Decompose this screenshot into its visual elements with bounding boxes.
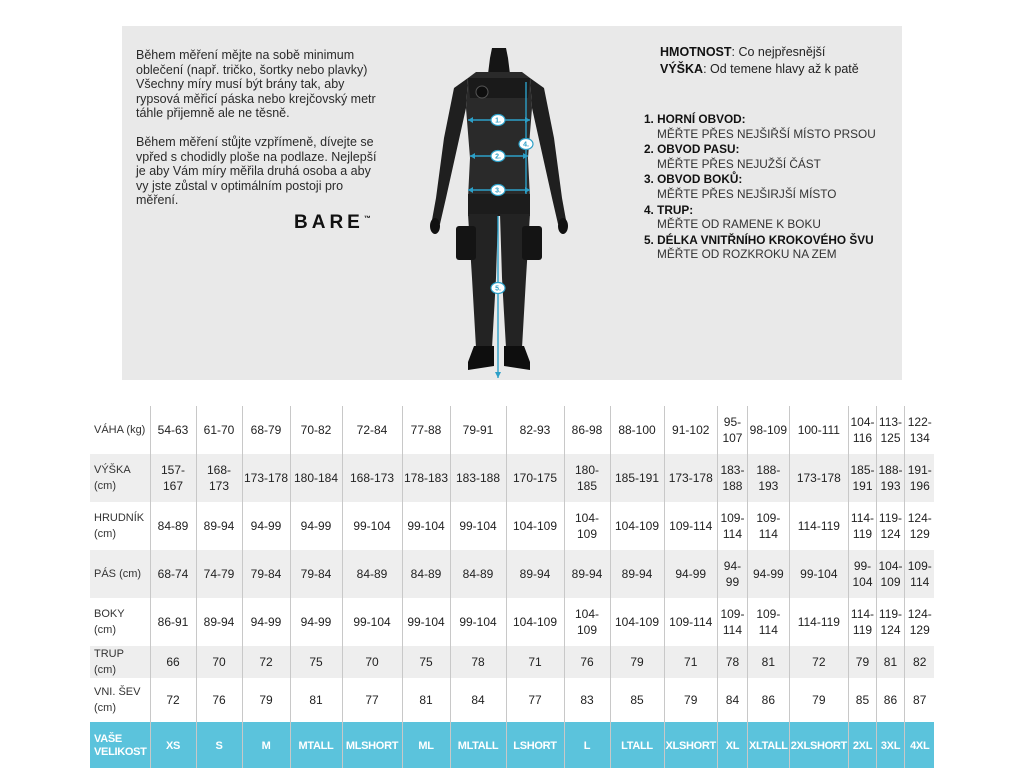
table-cell: 183-188 bbox=[717, 454, 747, 502]
table-cell: 71 bbox=[664, 646, 717, 678]
measure-item-torso bbox=[644, 203, 904, 232]
measure-badge-2-label: 2. bbox=[495, 153, 501, 161]
table-cell: 104-109 bbox=[610, 598, 664, 646]
size-cell: ML bbox=[402, 722, 450, 768]
table-cell: 168-173 bbox=[196, 454, 242, 502]
table-cell: 77-88 bbox=[402, 406, 450, 454]
table-cell: 185-191 bbox=[610, 454, 664, 502]
table-cell: 81 bbox=[747, 646, 789, 678]
table-cell: 72 bbox=[789, 646, 848, 678]
table-cell: 99-104 bbox=[789, 550, 848, 598]
size-row bbox=[90, 722, 934, 768]
table-cell: 86 bbox=[876, 678, 904, 722]
table-cell: 79-84 bbox=[242, 550, 290, 598]
table-cell: 83 bbox=[564, 678, 610, 722]
size-cell: 3XL bbox=[876, 722, 904, 768]
size-cell: LTALL bbox=[610, 722, 664, 768]
table-cell: 114-119 bbox=[848, 598, 876, 646]
table-cell: 85 bbox=[610, 678, 664, 722]
table-cell: 99-104 bbox=[402, 598, 450, 646]
table-cell: 76 bbox=[564, 646, 610, 678]
height-row bbox=[90, 454, 934, 502]
measure-badge-3-label: 3. bbox=[495, 187, 501, 195]
height-note bbox=[660, 61, 859, 78]
table-cell: 173-178 bbox=[242, 454, 290, 502]
table-cell: 84-89 bbox=[402, 550, 450, 598]
table-cell: 109-114 bbox=[664, 598, 717, 646]
table-cell: 94-99 bbox=[717, 550, 747, 598]
trademark-mark: ™ bbox=[363, 215, 371, 223]
measuring-instructions bbox=[136, 48, 386, 208]
row-label: HRUDNÍK (cm) bbox=[90, 502, 150, 550]
row-label: TRUP (cm) bbox=[90, 646, 150, 678]
table-cell: 79-84 bbox=[290, 550, 342, 598]
table-cell: 104-109 bbox=[506, 502, 564, 550]
table-cell: 114-119 bbox=[789, 598, 848, 646]
row-label: VÁHA (kg) bbox=[90, 406, 150, 454]
table-cell: 70-82 bbox=[290, 406, 342, 454]
table-cell: 104-109 bbox=[876, 550, 904, 598]
size-cell: XS bbox=[150, 722, 196, 768]
measure-description: MĚŘTE PŘES NEJŠIRJŠÍ MÍSTO bbox=[657, 186, 837, 201]
table-cell: 188-193 bbox=[876, 454, 904, 502]
table-cell: 84-89 bbox=[450, 550, 506, 598]
table-cell: 75 bbox=[402, 646, 450, 678]
table-cell: 113-125 bbox=[876, 406, 904, 454]
table-cell: 77 bbox=[342, 678, 402, 722]
table-cell: 99-104 bbox=[342, 502, 402, 550]
size-cell: XLSHORT bbox=[664, 722, 717, 768]
table-cell: 95-107 bbox=[717, 406, 747, 454]
table-cell: 114-119 bbox=[789, 502, 848, 550]
table-cell: 104-109 bbox=[564, 502, 610, 550]
table-cell: 170-175 bbox=[506, 454, 564, 502]
table-cell: 78 bbox=[717, 646, 747, 678]
table-cell: 89-94 bbox=[506, 550, 564, 598]
table-cell: 99-104 bbox=[848, 550, 876, 598]
table-cell: 68-79 bbox=[242, 406, 290, 454]
table-cell: 75 bbox=[290, 646, 342, 678]
bare-logo-text: BARE bbox=[294, 212, 364, 233]
instruction-paragraph-1: Během měření mějte na sobě minimum oblečení (např. tričko, šortky nebo plavky) Všechny míry musí být brány tak, aby rypsová měřicí páska nebo krejčovský metr táhle přijemně ale ne těsně. bbox=[136, 48, 376, 121]
row-label: VÝŠKA (cm) bbox=[90, 454, 150, 502]
measure-title: 5. DÉLKA VNITŘNÍHO KROKOVÉHO ŠVU bbox=[644, 232, 874, 247]
table-cell: 84-89 bbox=[150, 502, 196, 550]
table-cell: 87 bbox=[904, 678, 934, 722]
hips-row bbox=[90, 598, 934, 646]
table-cell: 81 bbox=[290, 678, 342, 722]
table-cell: 124-129 bbox=[904, 502, 934, 550]
bare-logo bbox=[294, 212, 371, 234]
table-cell: 94-99 bbox=[290, 502, 342, 550]
size-cell: MLSHORT bbox=[342, 722, 402, 768]
table-cell: 71 bbox=[506, 646, 564, 678]
table-cell: 66 bbox=[150, 646, 196, 678]
size-cell: L bbox=[564, 722, 610, 768]
height-label: VÝŠKA bbox=[660, 62, 704, 76]
size-cell: XLTALL bbox=[747, 722, 789, 768]
table-cell: 91-102 bbox=[664, 406, 717, 454]
table-cell: 119-124 bbox=[876, 598, 904, 646]
size-cell: M bbox=[242, 722, 290, 768]
table-cell: 84 bbox=[717, 678, 747, 722]
measure-description: MĚŘTE PŘES NEJŠIŘŠÍ MÍSTO PRSOU bbox=[657, 126, 876, 141]
table-cell: 99-104 bbox=[450, 502, 506, 550]
size-cell: 4XL bbox=[904, 722, 934, 768]
table-cell: 86-98 bbox=[564, 406, 610, 454]
size-row-label: VAŠE VELIKOST bbox=[90, 722, 150, 768]
table-cell: 70 bbox=[196, 646, 242, 678]
size-cell: LSHORT bbox=[506, 722, 564, 768]
measurement-guide-panel bbox=[122, 26, 902, 380]
table-cell: 173-178 bbox=[789, 454, 848, 502]
table-cell: 79 bbox=[789, 678, 848, 722]
instruction-paragraph-2: Během měření stůjte vzpřímeně, dívejte se vpřed s chodidly ploše na podlaze. Nejlepší je aby Vám míry měřila druhá osoba a aby vy jste zůstal v optimálním postoji pro měření. bbox=[136, 134, 377, 208]
table-cell: 124-129 bbox=[904, 598, 934, 646]
table-cell: 82 bbox=[904, 646, 934, 678]
table-cell: 84-89 bbox=[342, 550, 402, 598]
row-label: VNI. ŠEV (cm) bbox=[90, 678, 150, 722]
measure-badge-5-label: 5. bbox=[495, 285, 501, 293]
table-cell: 99-104 bbox=[342, 598, 402, 646]
table-cell: 72 bbox=[242, 646, 290, 678]
size-cell: 2XL bbox=[848, 722, 876, 768]
table-cell: 94-99 bbox=[242, 598, 290, 646]
inseam-row bbox=[90, 678, 934, 722]
measure-badge-1-label: 1. bbox=[495, 117, 501, 125]
table-cell: 178-183 bbox=[402, 454, 450, 502]
table-cell: 109-114 bbox=[747, 502, 789, 550]
measure-description: MĚŘTE OD RAMENE K BOKU bbox=[657, 217, 821, 232]
drysuit-illustration bbox=[418, 48, 580, 380]
size-cell: S bbox=[196, 722, 242, 768]
size-cell: 2XLSHORT bbox=[789, 722, 848, 768]
table-cell: 79-91 bbox=[450, 406, 506, 454]
table-cell: 109-114 bbox=[717, 598, 747, 646]
table-cell: 114-119 bbox=[848, 502, 876, 550]
weight-note bbox=[660, 44, 859, 61]
table-cell: 180-185 bbox=[564, 454, 610, 502]
table-cell: 77 bbox=[506, 678, 564, 722]
drysuit-figure bbox=[418, 48, 580, 380]
waist-row bbox=[90, 550, 934, 598]
table-cell: 99-104 bbox=[402, 502, 450, 550]
table-cell: 89-94 bbox=[196, 502, 242, 550]
measure-title: 1. HORNÍ OBVOD: bbox=[644, 112, 746, 126]
table-cell: 81 bbox=[876, 646, 904, 678]
table-cell: 109-114 bbox=[664, 502, 717, 550]
table-cell: 191-196 bbox=[904, 454, 934, 502]
table-cell: 81 bbox=[402, 678, 450, 722]
table-cell: 89-94 bbox=[196, 598, 242, 646]
table-cell: 84 bbox=[450, 678, 506, 722]
table-cell: 68-74 bbox=[150, 550, 196, 598]
table-cell: 79 bbox=[242, 678, 290, 722]
measure-title: 2. OBVOD PASU: bbox=[644, 142, 740, 157]
measure-title: 4. TRUP: bbox=[644, 202, 694, 217]
height-text: : Od temene hlavy až k patě bbox=[703, 62, 859, 76]
chest-row bbox=[90, 502, 934, 550]
table-cell: 61-70 bbox=[196, 406, 242, 454]
table-cell: 168-173 bbox=[342, 454, 402, 502]
table-cell: 89-94 bbox=[610, 550, 664, 598]
table-cell: 94-99 bbox=[242, 502, 290, 550]
size-cell: MTALL bbox=[290, 722, 342, 768]
table-cell: 99-104 bbox=[450, 598, 506, 646]
table-cell: 85 bbox=[848, 678, 876, 722]
measure-description: MĚŘTE OD ROZKROKU NA ZEM bbox=[657, 247, 837, 262]
table-cell: 122-134 bbox=[904, 406, 934, 454]
weight-row bbox=[90, 406, 934, 454]
measure-item-hips bbox=[644, 172, 904, 201]
table-cell: 185-191 bbox=[848, 454, 876, 502]
table-cell: 173-178 bbox=[664, 454, 717, 502]
table-cell: 104-109 bbox=[564, 598, 610, 646]
table-cell: 109-114 bbox=[717, 502, 747, 550]
table-cell: 119-124 bbox=[876, 502, 904, 550]
table-cell: 94-99 bbox=[664, 550, 717, 598]
table-cell: 74-79 bbox=[196, 550, 242, 598]
table-cell: 180-184 bbox=[290, 454, 342, 502]
size-cell: MLTALL bbox=[450, 722, 506, 768]
weight-height-notes bbox=[660, 44, 859, 78]
table-cell: 76 bbox=[196, 678, 242, 722]
table-cell: 79 bbox=[848, 646, 876, 678]
table-cell: 104-116 bbox=[848, 406, 876, 454]
table-cell: 94-99 bbox=[290, 598, 342, 646]
table-cell: 98-109 bbox=[747, 406, 789, 454]
table-cell: 89-94 bbox=[564, 550, 610, 598]
table-cell: 109-114 bbox=[904, 550, 934, 598]
weight-label: HMOTNOST bbox=[660, 45, 732, 59]
measurement-list bbox=[644, 112, 904, 263]
table-cell: 70 bbox=[342, 646, 402, 678]
row-label: BOKY (cm) bbox=[90, 598, 150, 646]
weight-text: : Co nejpřesnější bbox=[731, 45, 826, 59]
table-cell: 183-188 bbox=[450, 454, 506, 502]
table-cell: 79 bbox=[610, 646, 664, 678]
torso-row bbox=[90, 646, 934, 678]
table-cell: 78 bbox=[450, 646, 506, 678]
table-cell: 188-193 bbox=[747, 454, 789, 502]
table-cell: 82-93 bbox=[506, 406, 564, 454]
table-cell: 104-109 bbox=[610, 502, 664, 550]
table-cell: 79 bbox=[664, 678, 717, 722]
table-cell: 104-109 bbox=[506, 598, 564, 646]
table-cell: 72-84 bbox=[342, 406, 402, 454]
measure-item-inseam bbox=[644, 233, 904, 262]
table-cell: 86 bbox=[747, 678, 789, 722]
table-cell: 54-63 bbox=[150, 406, 196, 454]
measure-badge-4-label: 4. bbox=[523, 141, 529, 149]
row-label: PÁS (cm) bbox=[90, 550, 150, 598]
measure-item-waist bbox=[644, 142, 904, 171]
measure-item-upper-girth bbox=[644, 112, 904, 141]
table-cell: 109-114 bbox=[747, 598, 789, 646]
measure-title: 3. OBVOD BOKŮ: bbox=[644, 172, 743, 187]
table-cell: 72 bbox=[150, 678, 196, 722]
size-chart-table bbox=[90, 406, 934, 768]
measure-description: MĚŘTE PŘES NEJUŽŠÍ ČÁST bbox=[657, 156, 821, 171]
size-cell: XL bbox=[717, 722, 747, 768]
table-cell: 86-91 bbox=[150, 598, 196, 646]
table-cell: 88-100 bbox=[610, 406, 664, 454]
table-cell: 100-111 bbox=[789, 406, 848, 454]
table-cell: 157-167 bbox=[150, 454, 196, 502]
table-cell: 94-99 bbox=[747, 550, 789, 598]
